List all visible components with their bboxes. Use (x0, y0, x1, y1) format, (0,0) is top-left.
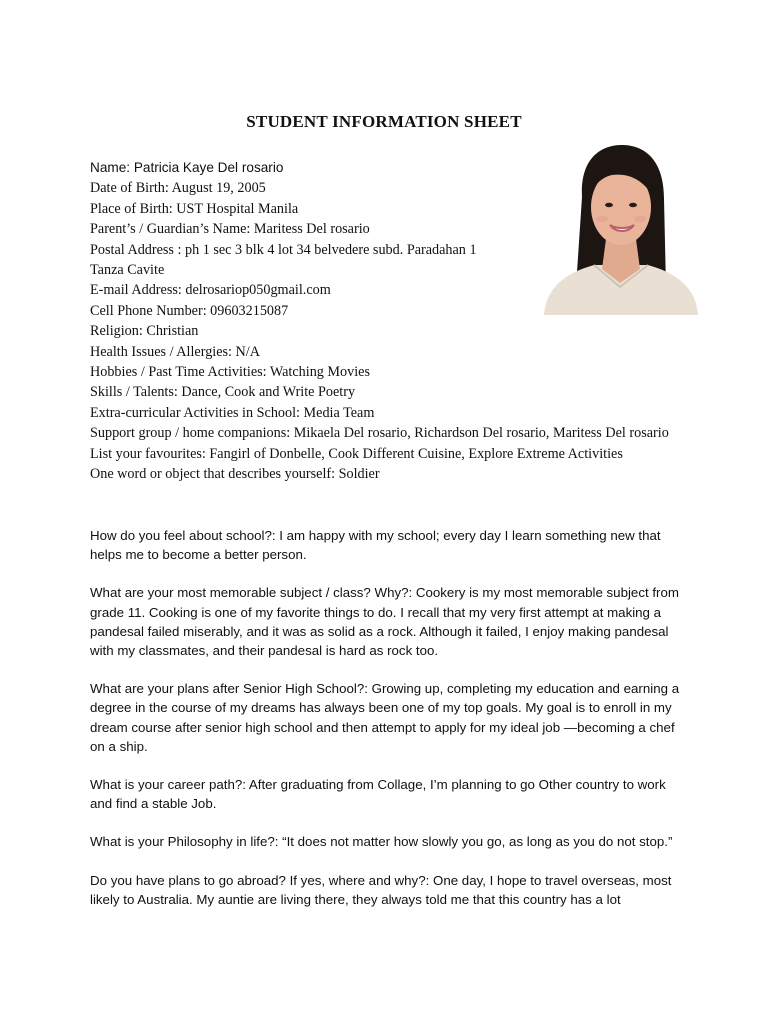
page-title: STUDENT INFORMATION SHEET (246, 112, 522, 131)
info-one-word: One word or object that describes yourself: Soldier (90, 466, 380, 483)
qa-philosophy: What is your Philosophy in life?: “It does not matter how slowly you go, as long as you do not stop.” (90, 834, 673, 850)
qa-plans-after-shs: What are your plans after Senior High School?: Growing up, completing my education and earning a degree in the course of my dreams has always been one of my top goals. My goal is to enroll in my dream course after senior high school and then attempt to apply for my ideal job —becoming a chef on a ship. (90, 681, 680, 754)
info-support-group: Support group / home companions: Mikaela Del rosario, Richardson Del rosario, Maritess Del rosario (90, 425, 669, 442)
qa-memorable-subject: What are your most memorable subject / class? Why?: Cookery is my most memorable subject from grade 11. Cooking is one of my favorite things to do. I recall that my very first attempt at making a pandesal failed miserably, and it was as solid as a rock. Although it failed, I enjoy making pandesal with my classmates, and their pandesal is hard as rock too. (90, 585, 679, 659)
question-answers (90, 526, 685, 928)
info-postal-address-line1: Postal Address : ph 1 sec 3 blk 4 lot 34 belvedere subd. Paradahan 1 (90, 241, 477, 258)
info-religion: Religion: Christian (90, 323, 199, 340)
student-info (90, 158, 680, 485)
info-name: Name: Patricia Kaye Del rosario (90, 160, 284, 175)
qa-feel-about-school: How do you feel about school?: I am happy with my school; every day I learn something new that helps me to become a better person. (90, 528, 661, 563)
info-hobbies: Hobbies / Past Time Activities: Watching Movies (90, 364, 370, 381)
qa-plans-abroad: Do you have plans to go abroad? If yes, where and why?: One day, I hope to travel overseas, most likely to Australia. My auntie are living there, they always told me that this country has a lot (90, 872, 672, 907)
info-favourites: List your favourites: Fangirl of Donbelle, Cook Different Cuisine, Explore Extreme Activities (90, 445, 623, 462)
info-place-of-birth: Place of Birth: UST Hospital Manila (90, 200, 299, 217)
info-extracurricular: Extra-curricular Activities in School: Media Team (90, 404, 375, 421)
info-email: E-mail Address: delrosariop050gmail.com (90, 282, 331, 299)
qa-career-path: What is your career path?: After graduating from Collage, I’m planning to go Other country to work and find a stable Job. (90, 777, 666, 812)
info-postal-address-line2: Tanza Cavite (90, 262, 165, 279)
info-date-of-birth: Date of Birth: August 19, 2005 (90, 180, 266, 197)
info-skills: Skills / Talents: Dance, Cook and Write Poetry (90, 384, 356, 401)
info-phone: Cell Phone Number: 09603215087 (90, 302, 289, 319)
info-guardian: Parent’s / Guardian’s Name: Maritess Del rosario (90, 221, 370, 238)
info-health: Health Issues / Allergies: N/A (90, 343, 260, 360)
